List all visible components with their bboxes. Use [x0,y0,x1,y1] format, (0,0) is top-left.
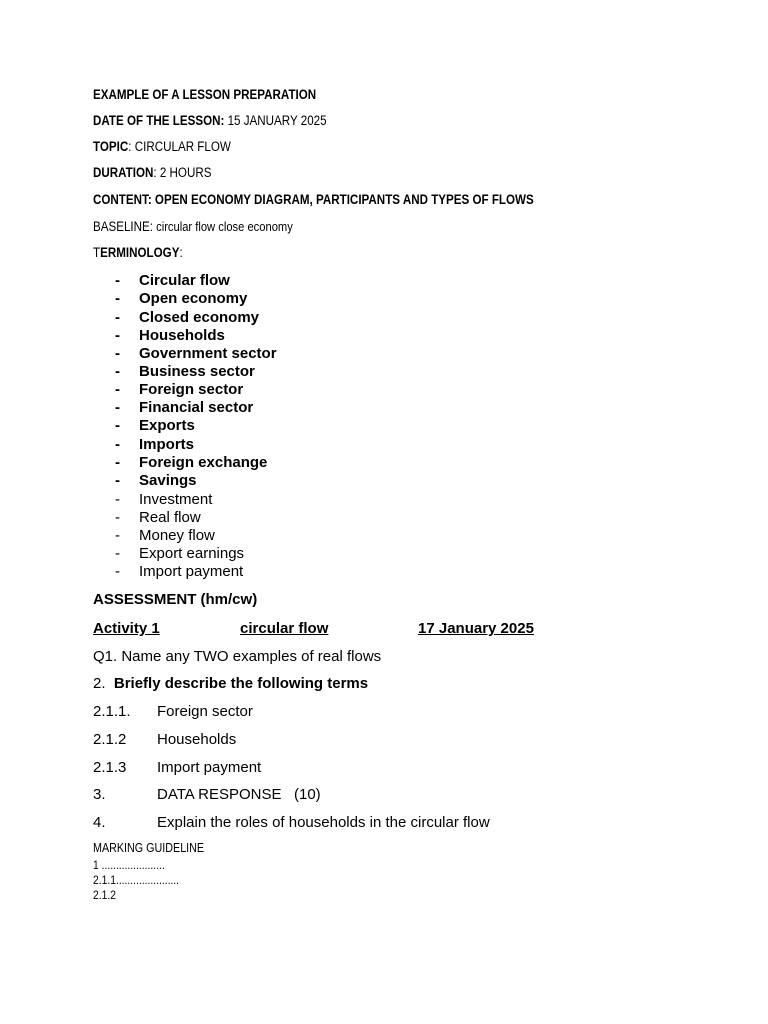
question-text: DATA RESPONSE (10) [157,786,321,803]
question-number: 2.1.3 [93,759,127,776]
lesson-date-value: 15 JANUARY 2025 [224,113,327,128]
question-text: Explain the roles of households in the circular flow [157,814,490,831]
term-label: Investment [139,491,213,508]
list-item [115,509,201,527]
list-item [115,454,267,472]
topic-line [93,139,231,154]
marking-line: 1 ...................... [93,858,165,872]
term-label: Foreign sector [139,381,244,398]
duration-line [93,165,211,180]
topic-value: : CIRCULAR FLOW [128,139,231,154]
terminology-heading [93,245,183,260]
question-2-number: 2. [93,675,106,692]
term-label: Export earnings [139,545,245,562]
list-dash: - [115,527,120,544]
list-item [115,491,212,509]
question-text: Foreign sector [157,703,253,720]
list-dash: - [115,399,120,416]
list-item [115,345,277,363]
question-number: 4. [93,814,106,831]
marking-line: 2.1.2 [93,888,116,902]
list-dash: - [115,563,120,580]
term-label: Foreign exchange [139,454,268,471]
baseline-value: circular flow close economy [153,219,293,234]
list-item [115,327,225,345]
term-label: Imports [139,436,195,453]
list-item [115,290,247,308]
lesson-date-line [93,113,327,128]
list-dash: - [115,327,120,344]
list-item [115,309,259,327]
question-number: 3. [93,786,106,803]
list-dash: - [115,272,120,289]
list-dash: - [115,472,120,489]
topic-label: TOPIC [93,139,129,154]
term-label: Money flow [139,527,215,544]
term-label: Circular flow [139,272,230,289]
marking-line: 2.1.1...................... [93,873,180,887]
document-title: EXAMPLE OF A LESSON PREPARATION [93,87,317,102]
activity-label: Activity 1 [93,620,160,637]
activity-date: 17 January 2025 [418,620,534,637]
list-item [115,381,243,399]
list-dash: - [115,363,120,380]
terminology-label: ERMINOLOGY [100,245,180,260]
list-item [115,399,253,417]
activity-topic: circular flow [240,620,329,637]
term-label: Government sector [139,345,277,362]
term-label: Financial sector [139,399,254,416]
duration-label: DURATION [93,165,154,180]
terminology-prefix: T [93,245,101,260]
term-label: Households [139,327,225,344]
list-dash: - [115,345,120,362]
term-label: Exports [139,417,195,434]
question-1: Q1. Name any TWO examples of real flows [93,648,382,665]
list-dash: - [115,309,120,326]
question-text: Households [157,731,237,748]
baseline-line [93,219,293,234]
question-2-text: Briefly describe the following terms [113,675,369,692]
list-dash: - [115,491,120,508]
list-item [115,527,215,545]
list-item [115,272,230,290]
list-dash: - [115,545,120,562]
list-item [115,363,255,381]
question-number: 2.1.2 [93,731,127,748]
term-label: Real flow [139,509,201,526]
list-dash: - [115,417,120,434]
assessment-heading: ASSESSMENT (hm/cw) [93,591,258,608]
list-dash: - [115,381,120,398]
term-label: Open economy [139,290,248,307]
term-label: Closed economy [139,309,260,326]
lesson-date-label: DATE OF THE LESSON: [93,113,225,128]
baseline-label: BASELINE: [93,219,154,234]
list-item [115,417,195,435]
list-dash: - [115,290,120,307]
list-dash: - [115,436,120,453]
list-item [115,436,194,454]
term-label: Business sector [139,363,255,380]
question-number: 2.1.1. [93,703,131,720]
list-dash: - [115,454,120,471]
list-item [115,545,244,563]
list-item [115,472,197,490]
term-label: Savings [139,472,197,489]
list-item [115,563,243,581]
question-text: Import payment [157,759,262,776]
terminology-colon: : [179,245,183,260]
marking-guideline-heading: MARKING GUIDELINE [93,841,205,855]
term-label: Import payment [139,563,244,580]
content-line: CONTENT: OPEN ECONOMY DIAGRAM, PARTICIPANTS AND TYPES OF FLOWS [93,192,534,207]
question-2 [93,675,368,692]
duration-value: : 2 HOURS [153,165,212,180]
list-dash: - [115,509,120,526]
